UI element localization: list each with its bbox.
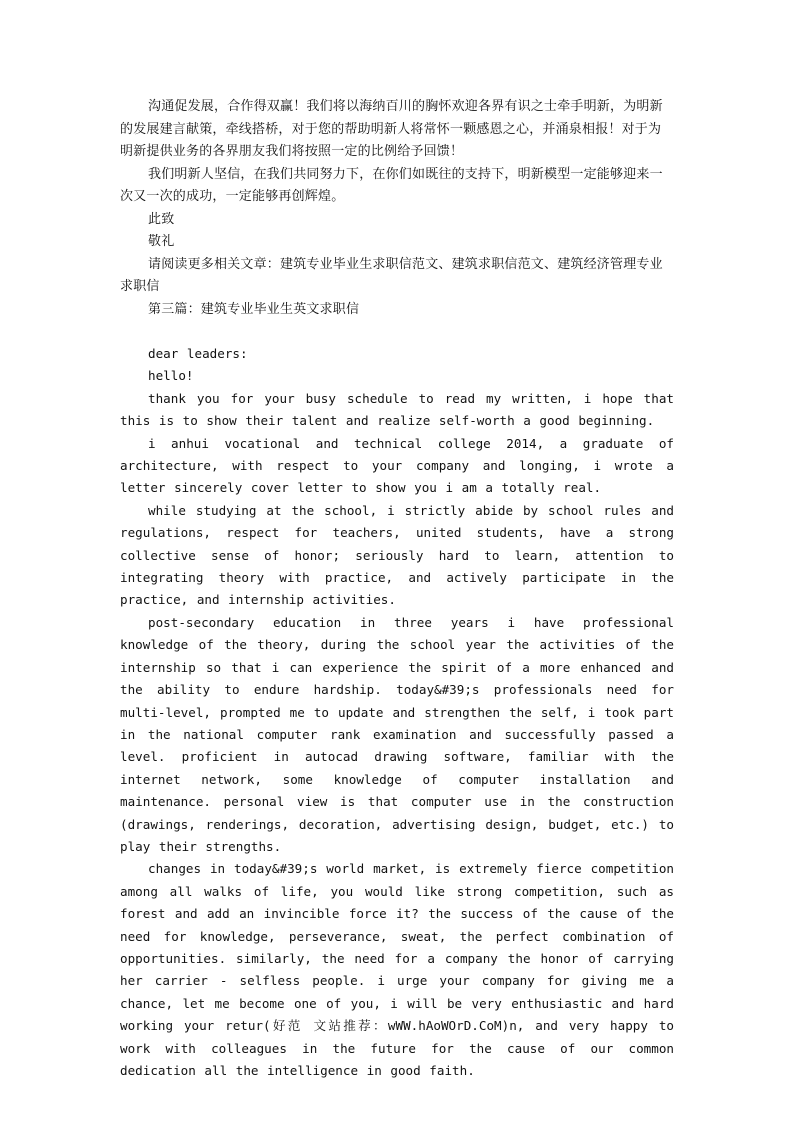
- closing-jingli: 敬礼: [148, 234, 175, 249]
- related-articles: 请阅读更多相关文章：建筑专业毕业生求职信范文、建筑求职信范文、建筑经济管理专业求职信: [120, 256, 663, 294]
- letter-paragraph: while studying at the school, i strictly abide by school rules and regulations, respect for teachers, united students, have a strong collective sense of honor; seriously hard to learn, attention to integrating theory with practice, and actively participate in the practice, and internship activities.: [120, 502, 674, 608]
- letter-paragraph: post-secondary education in three years i have professional knowledge of the theory, during the school year the activities of the internship so that i can experience the spirit of a more enhanced and the ability to endure hardship. today&#39;s professionals need for multi-level, prompted me to update and strengthen the self, i took part in the national computer rank examination and successfully passed a level. proficient in autocad drawing software, familiar with the internet network, some knowledge of computer installation and maintenance. personal view is that computer use in the construction (drawings, renderings, decoration, advertising design, budget, etc.) to play their strengths.: [120, 614, 674, 854]
- document-page: [120, 96, 674, 1082]
- letter-paragraph: i anhui vocational and technical college 2014, a graduate of architecture, with respect to your company and longing, i wrote a letter sincerely cover letter to show you i am a totally real.: [120, 435, 674, 496]
- paragraph-cooperation: 沟通促发展，合作得双赢！我们将以海纳百川的胸怀欢迎各界有识之士牵手明新，为明新的发展建言献策，牵线搭桥，对于您的帮助明新人将常怀一颗感恩之心，并涌泉相报！对于为明新提供业务的各界朋友我们将按照一定的比例给予回馈！: [120, 99, 663, 159]
- spacer: [120, 321, 674, 343]
- letter-salutation: dear leaders:: [148, 346, 248, 361]
- letter-paragraph: changes in today&#39;s world market, is extremely fierce competition among all walks of life, you would like strong competition, such as forest and add an invincible force it? the success of the cause of the need for knowledge, perseverance, sweat, the perfect combination of opportunities. similarly, the need for a company the honor of carrying her carrier - selfless people. i urge your company for giving me a chance, let me become one of you, i will be very enthusiastic and hard working your retur(好范 文站推荐：wWW.hAoWOrD.CoM)n, and very happy to work with colleagues in the future for the cause of our common dedication all the intelligence in good faith.: [120, 861, 674, 1078]
- section-title: 第三篇：建筑专业毕业生英文求职信: [148, 301, 360, 317]
- paragraph-belief: 我们明新人坚信，在我们共同努力下，在你们如既往的支持下，明新模型一定能够迎来一次又一次的成功，一定能够再创辉煌。: [120, 166, 663, 204]
- letter-greeting: hello!: [148, 368, 194, 384]
- letter-paragraph: thank you for your busy schedule to read my written, i hope that this is to show their talent and realize self-worth a good beginning.: [120, 390, 674, 429]
- closing-cizhi: 此致: [148, 211, 175, 227]
